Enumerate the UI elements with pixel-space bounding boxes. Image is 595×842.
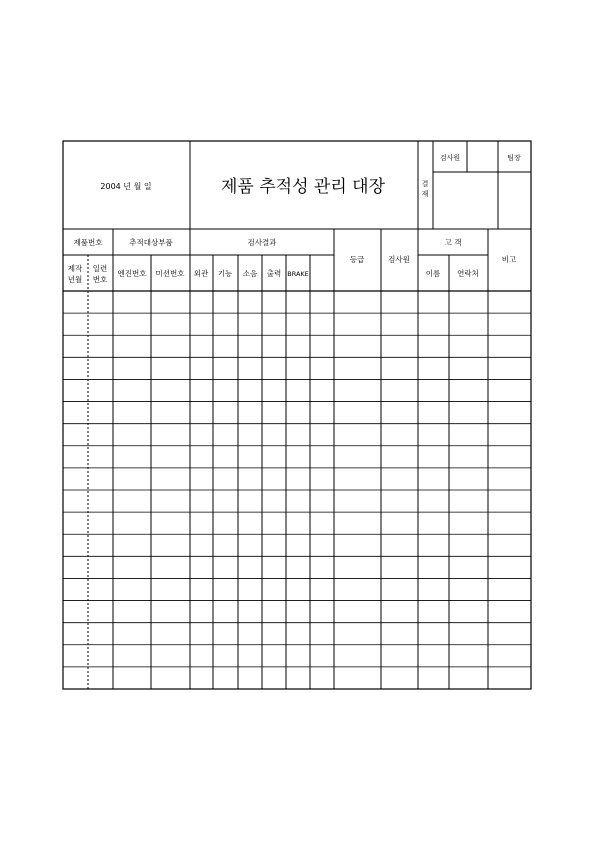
header-remarks: 비고 [501,255,517,264]
table-row[interactable] [63,468,531,490]
table-row[interactable] [63,645,531,667]
report-date: 2004 년 월 일 [100,182,152,191]
table-row[interactable] [63,623,531,645]
header-engine-no: 엔진번호 [117,269,147,278]
header-mission-no: 미션번호 [155,269,185,278]
inspector-sign-box[interactable] [434,173,497,228]
table-row[interactable] [63,667,531,689]
header-trace-parts: 추적대상부품 [129,238,173,247]
approval-inspector-label: 검사원 [439,154,461,162]
header-inspector: 검사원 [388,255,410,264]
table-row[interactable] [63,490,531,512]
manager-sign-box[interactable] [499,173,530,228]
header-mfg-date-line1: 제작 [67,264,83,273]
header-serial-line2: 번호 [92,275,108,284]
table-row[interactable] [63,357,531,379]
header-noise: 소음 [242,269,258,278]
approval-manager-label: 팀장 [507,154,521,162]
table-row[interactable] [63,424,531,446]
table-row[interactable] [63,291,531,313]
header-customer-contact: 연락처 [457,269,479,278]
header-product-no: 제품번호 [73,238,103,247]
header-customer: 고 객 [444,238,462,247]
table-row[interactable] [63,313,531,335]
header-output: 출력 [266,269,282,278]
table-row[interactable] [63,556,531,578]
table-row[interactable] [63,446,531,468]
header-brake: BRAKE [287,270,309,278]
table-row[interactable] [63,601,531,623]
table-row[interactable] [63,578,531,600]
table-row[interactable] [63,512,531,534]
approval-label: 결 재 [421,180,429,198]
header-mfg-date-line2: 년월 [67,275,83,284]
table-row[interactable] [63,402,531,424]
table-row[interactable] [63,379,531,401]
page-title: 제품 추적성 관리 대장 [220,177,386,197]
header-serial-line1: 일련 [92,264,108,273]
table-row[interactable] [63,335,531,357]
header-function: 기능 [217,269,233,278]
header-appearance: 외관 [193,269,209,278]
header-inspection-result: 검사결과 [247,238,277,247]
header-grade: 등급 [349,255,365,264]
table-body [63,291,531,689]
header-customer-name: 이름 [425,269,441,278]
table-row[interactable] [63,534,531,556]
